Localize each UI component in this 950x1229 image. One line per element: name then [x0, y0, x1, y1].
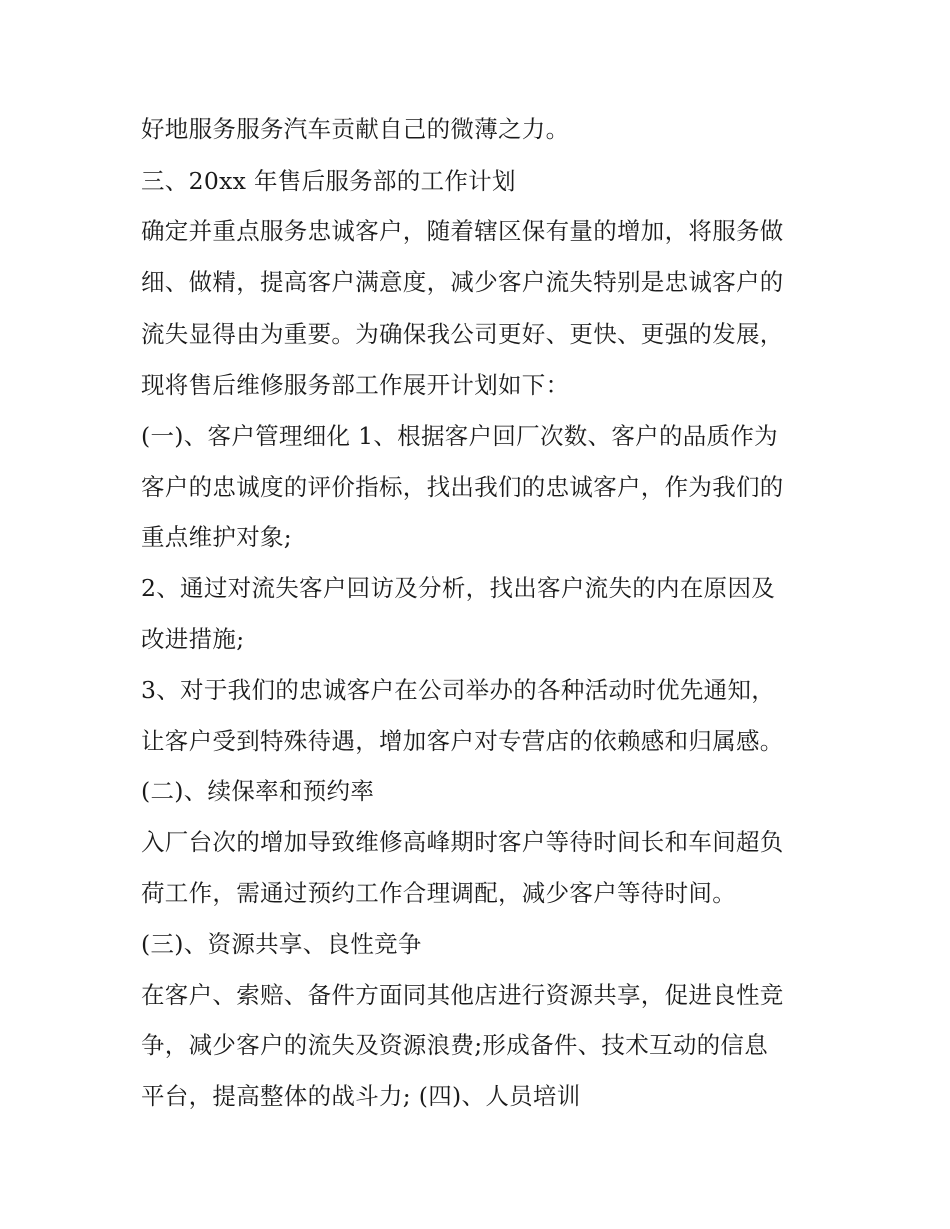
text-line: 争，减少客户的流失及资源浪费;形成备件、技术互动的信息: [141, 1031, 769, 1059]
text-line: 荷工作，需通过预约工作合理调配，减少客户等待时间。: [141, 879, 736, 907]
text-line: 2、通过对流失客户回访及分析，找出客户流失的内在原因及: [141, 574, 776, 602]
text-line: 客户的忠诚度的评价指标，找出我们的忠诚客户，作为我们的: [141, 473, 784, 501]
text-line: 细、做精，提高客户满意度，减少客户流失特别是忠诚客户的: [141, 268, 784, 296]
subsection-heading: (三)、资源共享、良性竞争: [141, 930, 422, 958]
section-heading: 三、20xx 年售后服务部的工作计划: [141, 167, 516, 195]
text-line: 在客户、索赔、备件方面同其他店进行资源共享，促进良性竞: [141, 981, 784, 1009]
text-line: 让客户受到特殊待遇，增加客户对专营店的依赖感和归属感。: [141, 727, 784, 755]
text-line: 确定并重点服务忠诚客户，随着辖区保有量的增加，将服务做: [141, 217, 784, 245]
text-line: 3、对于我们的忠诚客户在公司举办的各种活动时优先通知，: [141, 676, 776, 704]
text-line: (一)、客户管理细化 1、根据客户回厂次数、客户的品质作为: [141, 422, 778, 450]
text-line: 入厂台次的增加导致维修高峰期时客户等待时间长和车间超负: [141, 828, 784, 856]
text-line: 重点维护对象;: [141, 523, 293, 551]
text-line: 现将售后维修服务部工作展开计划如下：: [141, 371, 570, 399]
text-line: 流失显得由为重要。为确保我公司更好、更快、更强的发展，: [141, 320, 784, 348]
text-line: 平台，提高整体的战斗力; (四)、人员培训: [141, 1082, 581, 1110]
text-line: 好地服务服务汽车贡献自己的微薄之力。: [141, 115, 570, 143]
text-line: 改进措施;: [141, 625, 245, 653]
subsection-heading: (二)、续保率和预约率: [141, 777, 375, 805]
